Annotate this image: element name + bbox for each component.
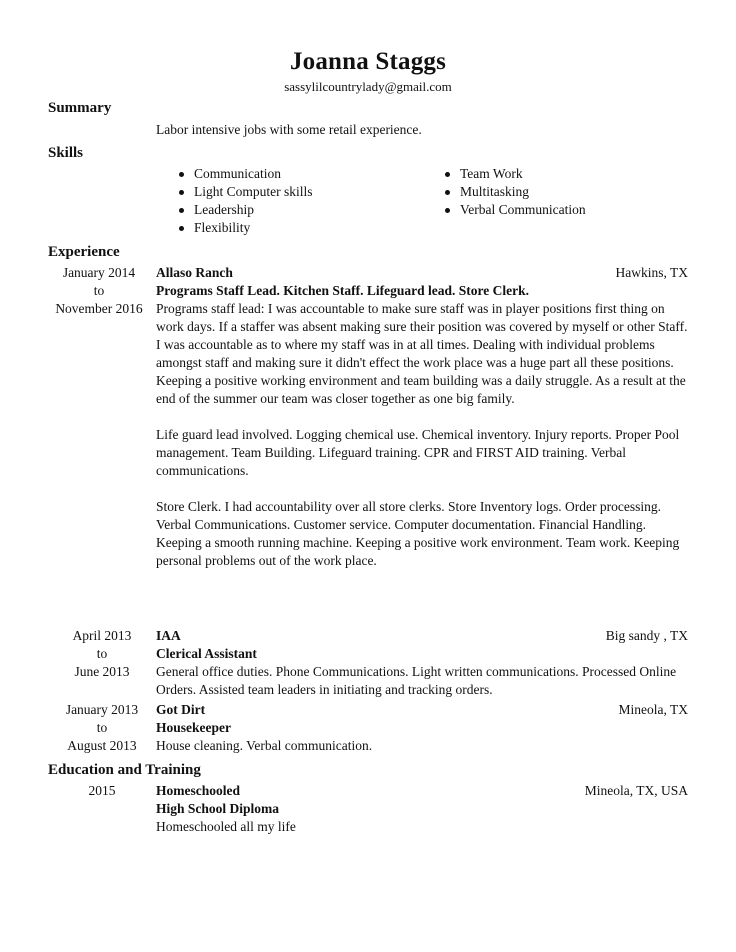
job-location: Mineola, TX	[618, 702, 688, 717]
education-dates	[52, 782, 152, 800]
job-description-paragraph: House cleaning. Verbal communication.	[156, 738, 373, 753]
job-role: Clerical Assistant	[156, 646, 257, 661]
job-date-to: to	[96, 646, 108, 661]
skill-item: Flexibility	[179, 219, 313, 237]
job-company: Got Dirt	[156, 702, 206, 717]
job-description-paragraph: Store Clerk. I had accountability over all store clerks. Store Inventory logs. Order processing. Verbal Communications. Customer service. Computer documentation. Financial Handling. Keeping a smooth running machine. Keeping a positive work environment. Team work. Keeping personal problems out of the work place.	[156, 499, 680, 568]
job-company: Allaso Ranch	[156, 265, 233, 280]
skill-item: Multitasking	[445, 183, 586, 201]
skill-item: Leadership	[179, 201, 313, 219]
skill-item: Communication	[179, 165, 313, 183]
job-end-date: November 2016	[55, 301, 143, 316]
job-start-date: January 2013	[65, 702, 139, 717]
education-heading: Education and Training	[48, 762, 201, 778]
job-start-date: January 2014	[62, 265, 136, 280]
job-description-paragraph: General office duties. Phone Communications. Light written communications. Processed Online Orders. Assisted team leaders in initiating and tracking orders.	[156, 664, 677, 697]
job-company: IAA	[156, 628, 181, 643]
job-start-date: April 2013	[72, 628, 132, 643]
job-dates	[52, 627, 152, 681]
skills-list-left	[179, 165, 313, 237]
education-note	[156, 818, 696, 836]
skills-list-right	[445, 165, 586, 219]
job-role: Programs Staff Lead. Kitchen Staff. Lifeguard lead. Store Clerk.	[156, 283, 529, 298]
education-year: 2015	[88, 783, 116, 798]
job-description	[156, 300, 688, 570]
candidate-name: Joanna Staggs	[289, 48, 447, 75]
job-dates	[40, 264, 158, 318]
job-role: Housekeeper	[156, 720, 231, 735]
summary-text: Labor intensive jobs with some retail experience.	[156, 122, 422, 137]
candidate-email: sassylilcountrylady@gmail.com	[284, 79, 452, 94]
skill-item: Light Computer skills	[179, 183, 313, 201]
job-date-to: to	[96, 720, 108, 735]
job-end-date: June 2013	[74, 664, 130, 679]
skill-item: Team Work	[445, 165, 586, 183]
skill-item: Verbal Communication	[445, 201, 586, 219]
experience-heading: Experience	[48, 244, 120, 260]
job-end-date: August 2013	[67, 738, 137, 753]
job-description-paragraph: Programs staff lead: I was accountable to make sure staff was in player positions first thing on work days. If a staffer was absent making sure their position was covered by myself or other Staff. I was accountable as to where my staff was in at all times. Dealing with individual problems amongst staff and making sure it didn't effect the work place was a huge part all these positions. Keeping a positive working environment and team building was a daily struggle. As a result at the end of the summer our team was closer together as one big family.	[156, 301, 688, 406]
summary-heading: Summary	[48, 100, 112, 116]
education-location: Mineola, TX, USA	[584, 783, 688, 798]
education-degree: High School Diploma	[156, 801, 280, 816]
job-description-paragraph: Life guard lead involved. Logging chemical use. Chemical inventory. Injury reports. Proper Pool management. Team Building. Lifeguard training. CPR and FIRST AID training. Verbal communications.	[156, 427, 680, 478]
education-school: Homeschooled	[156, 783, 240, 798]
job-description	[156, 737, 696, 755]
job-location: Hawkins, TX	[615, 265, 688, 280]
job-dates	[52, 701, 152, 755]
job-date-to: to	[93, 283, 105, 298]
skills-heading: Skills	[48, 145, 84, 161]
education-note-text: Homeschooled all my life	[156, 819, 296, 834]
job-description	[156, 663, 688, 699]
job-location: Big sandy , TX	[605, 628, 688, 643]
